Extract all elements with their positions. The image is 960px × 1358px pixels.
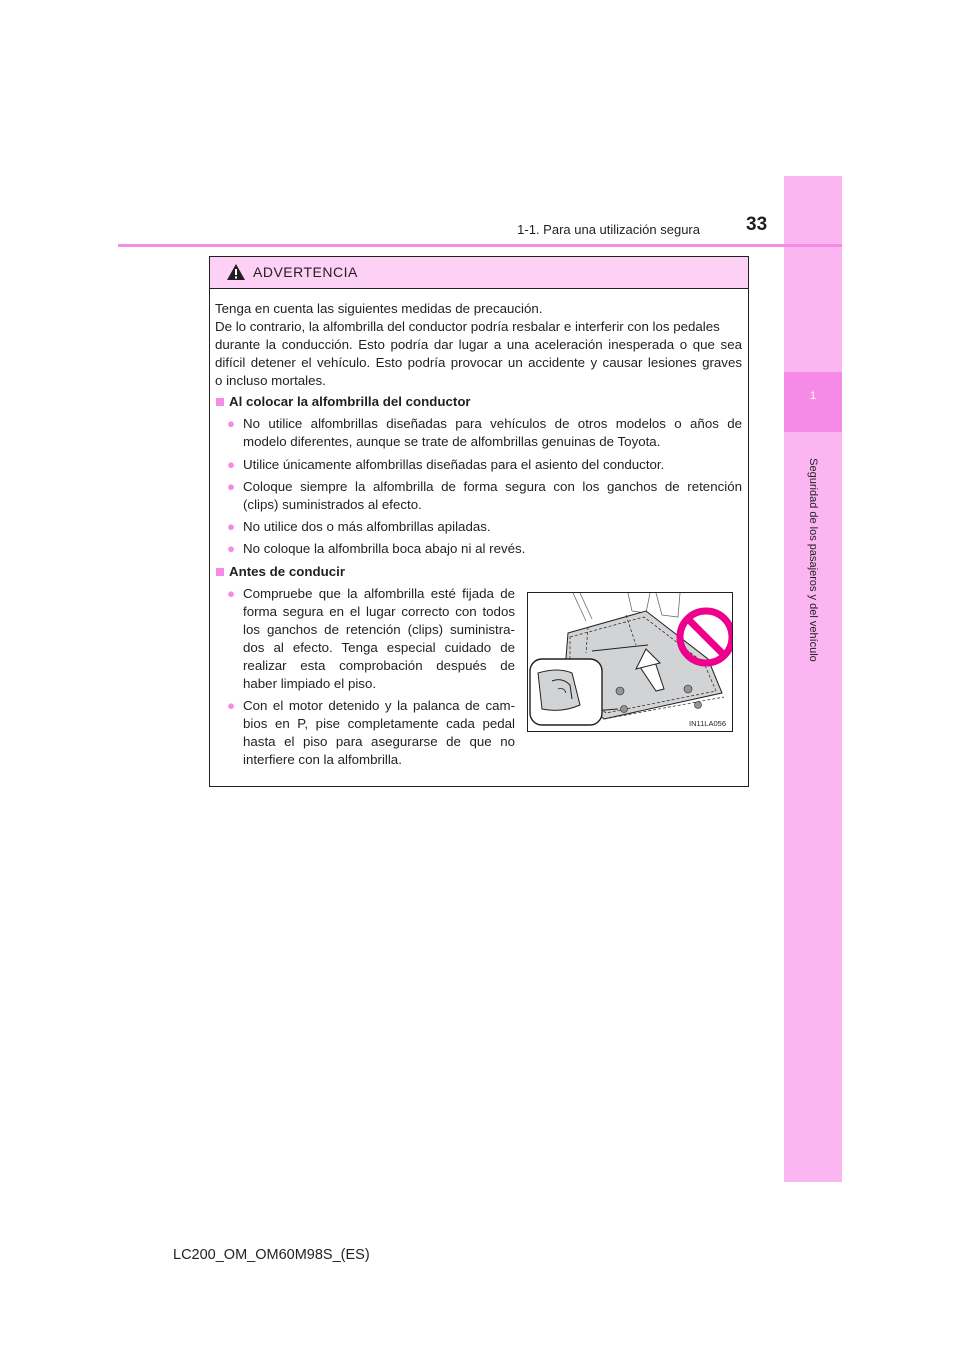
s2-item1-line6: haber limpiado el piso. xyxy=(243,676,377,691)
section-marker xyxy=(216,398,224,406)
chapter-title: Seguridad de los pasajeros y del vehículo xyxy=(807,458,819,662)
s2-item2-line4: interfiere con la alfombrilla. xyxy=(243,752,402,767)
s2-item2-line3: hasta el piso para asegurarse de que no xyxy=(243,734,515,749)
bullet-icon: ● xyxy=(227,586,236,601)
s2-item1-line2: forma segura en el lugar correcto con todos xyxy=(243,604,515,619)
intro-line-5: o incluso mortales. xyxy=(215,373,326,388)
s1-item2-line1: Utilice únicamente alfombrillas diseñadas para el asiento del conductor. xyxy=(243,457,665,472)
section-marker xyxy=(216,568,224,576)
figure-code: IN11LA056 xyxy=(689,719,726,728)
floor-mat-illustration xyxy=(527,592,733,732)
warning-header xyxy=(210,257,748,289)
s1-item3-line2: (clips) suministrados al efecto. xyxy=(243,497,422,512)
s2-item1-line3: los ganchos de retención (clips) suministra- xyxy=(243,622,515,637)
s2-item2-line2: bios en P, pise completamente cada pedal xyxy=(243,716,515,731)
s2-item2-line1: Con el motor detenido y la palanca de cam- xyxy=(243,698,515,713)
s1-item5-line1: No coloque la alfombrilla boca abajo ni al revés. xyxy=(243,541,526,556)
intro-line-4: difícil detener el vehículo. Esto podría provocar un accidente y causar lesiones graves xyxy=(215,355,742,370)
intro-line-3: durante la conducción. Esto podría dar lugar a una aceleración inesperada o que sea xyxy=(215,337,742,352)
s1-item1-line2: modelo diferentes, aunque se trate de alfombrillas genuinas de Toyota. xyxy=(243,434,661,449)
intro-line-2: De lo contrario, la alfombrilla del conductor podría resbalar e interferir con los pedales xyxy=(215,319,720,334)
s2-item1-line5: realizar esta comprobación después de xyxy=(243,658,515,673)
s2-item1-line1: Compruebe que la alfombrilla esté fijada de xyxy=(243,586,515,601)
bullet-icon: ● xyxy=(227,416,236,431)
warning-title: ADVERTENCIA xyxy=(253,264,358,280)
warning-triangle-icon xyxy=(226,263,246,281)
header-rule xyxy=(118,244,842,247)
bullet-icon: ● xyxy=(227,519,236,534)
s2-item1-line4: dos al efecto. Tenga especial cuidado de xyxy=(243,640,515,655)
page-number: 33 xyxy=(746,214,768,235)
bullet-icon: ● xyxy=(227,541,236,556)
model-code: LC200_OM_OM60M98S_(ES) xyxy=(173,1247,370,1263)
bullet-icon: ● xyxy=(227,698,236,713)
bullet-icon: ● xyxy=(227,457,236,472)
intro-line-1: Tenga en cuenta las siguientes medidas de precaución. xyxy=(215,301,543,316)
bullet-icon: ● xyxy=(227,479,236,494)
s1-item1-line1: No utilice alfombrillas diseñadas para vehículos de otros modelos o años de xyxy=(243,416,742,431)
section-title: 1-1. Para una utilización segura xyxy=(517,222,700,237)
section1-heading: Al colocar la alfombrilla del conductor xyxy=(229,394,471,409)
s1-item3-line1: Coloque siempre la alfombrilla de forma segura con los ganchos de retención xyxy=(243,479,742,494)
section2-heading: Antes de conducir xyxy=(229,564,345,579)
floor-mat-drawing xyxy=(528,593,732,731)
s1-item4-line1: No utilice dos o más alfombrillas apiladas. xyxy=(243,519,491,534)
chapter-number: 1 xyxy=(809,390,817,402)
